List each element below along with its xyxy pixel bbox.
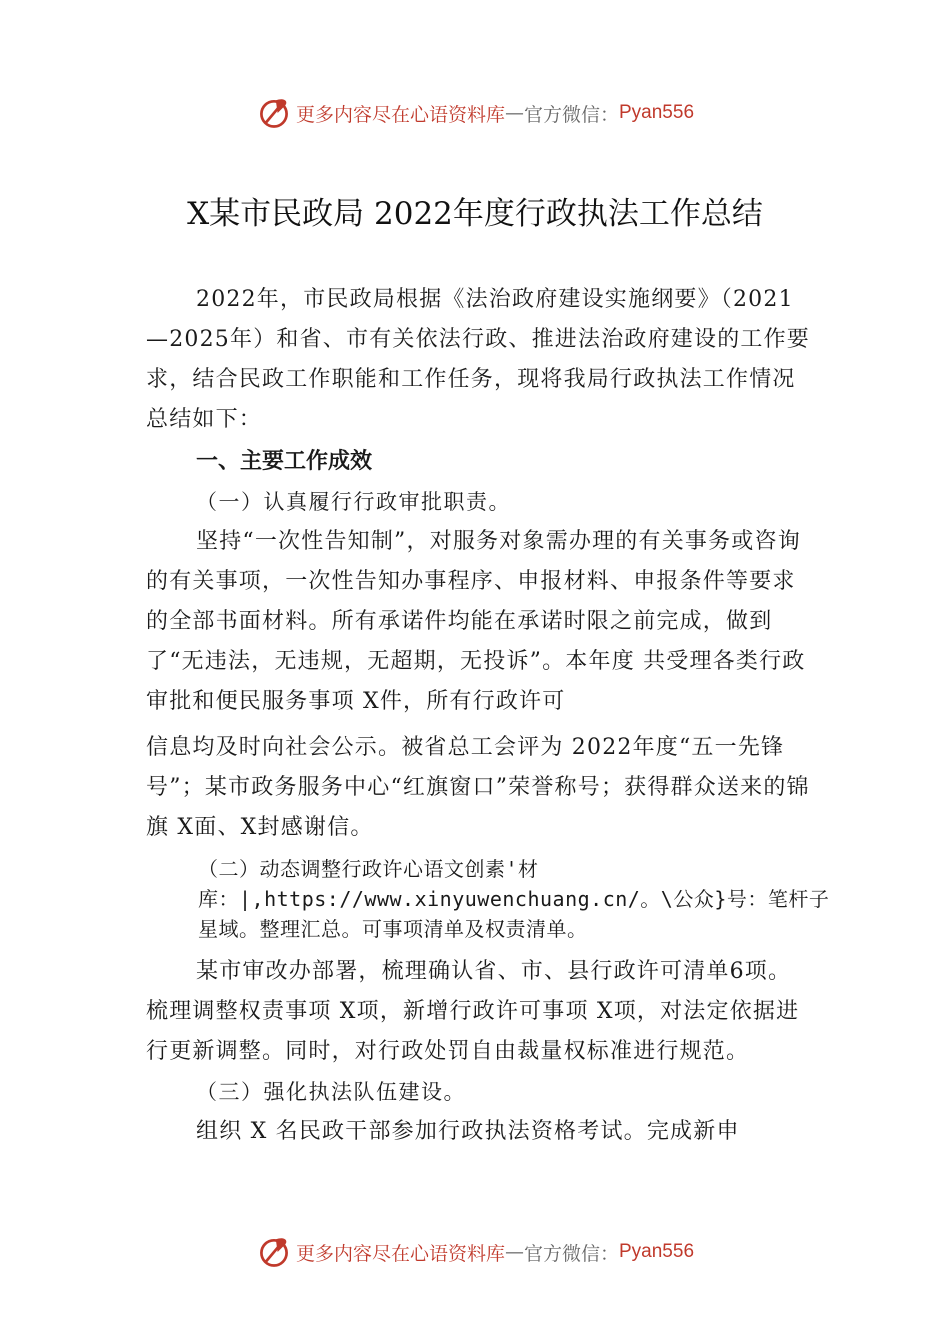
subheading-1: （一）认真履行行政审批职责。 xyxy=(196,490,511,514)
document-body xyxy=(146,280,830,1152)
watermark-label: 官方微信： xyxy=(523,1242,619,1265)
paragraph-3: 组织 X 名民政干部参加行政执法资格考试。完成新申 xyxy=(196,1119,740,1144)
paragraph-1a: 坚持“一次性告知制”，对服务对象需办理的有关事务或咨询的有关事项，一次性告知办事程序、申报材料、申报条件等要求的全部书面材料。所有承诺件均能在承诺时限之前完成，做到了“无违法，无违规，无超期，无投诉”。本年度 共受理各类行政审批和便民服务事项 X件，所有行政许可 xyxy=(146,529,806,714)
paragraph-1b: 信息均及时向社会公示。被省总工会评为 2022年度“五一先锋号”；某市政务服务中心“红旗窗口”荣誉称号；获得群众送来的锦旗 X面、X封感谢信。 xyxy=(146,735,810,840)
document-title: X某市民政局 2022年度行政执法工作总结 xyxy=(187,196,763,232)
watermark-site: 更多内容尽在心语资料库 xyxy=(295,103,505,126)
quill-logo-icon xyxy=(256,95,292,131)
watermark-footer xyxy=(0,1232,950,1272)
paragraph-2: 某市审改办部署，梳理确认省、市、县行政许可清单6项。梳理调整权责事项 X项，新增行政许可事项 X项，对法定依据进行更新调整。同时，对行政处罚自由裁量权标准进行规范。 xyxy=(146,959,800,1064)
subheading-3: （三）强化执法队伍建设。 xyxy=(196,1080,466,1104)
watermark-dash: — xyxy=(504,1241,524,1263)
watermark-header xyxy=(0,93,950,133)
watermark-site: 更多内容尽在心语资料库 xyxy=(295,1242,505,1265)
watermark-dash: — xyxy=(504,102,524,124)
watermark-label: 官方微信： xyxy=(523,103,619,126)
watermark-id: Pyan556 xyxy=(619,1241,695,1262)
watermark-id: Pyan556 xyxy=(619,102,695,123)
quill-logo-icon xyxy=(256,1234,292,1270)
intro-paragraph: 2022年，市民政局根据《法治政府建设实施纲要》（2021—2025年）和省、市有关依法行政、推进法治政府建设的工作要求，结合民政工作职能和工作任务，现将我局行政执法工作情况总结如下： xyxy=(146,287,810,432)
section-heading-1: 一、主要工作成效 xyxy=(196,449,373,474)
subheading-2: （二）动态调整行政许心语文创素'材库：|,https://www.xinyuwenchuang.cn/。\公众}号：笔杆子星域。整理汇总。可事项清单及权责清单。 xyxy=(198,857,830,941)
